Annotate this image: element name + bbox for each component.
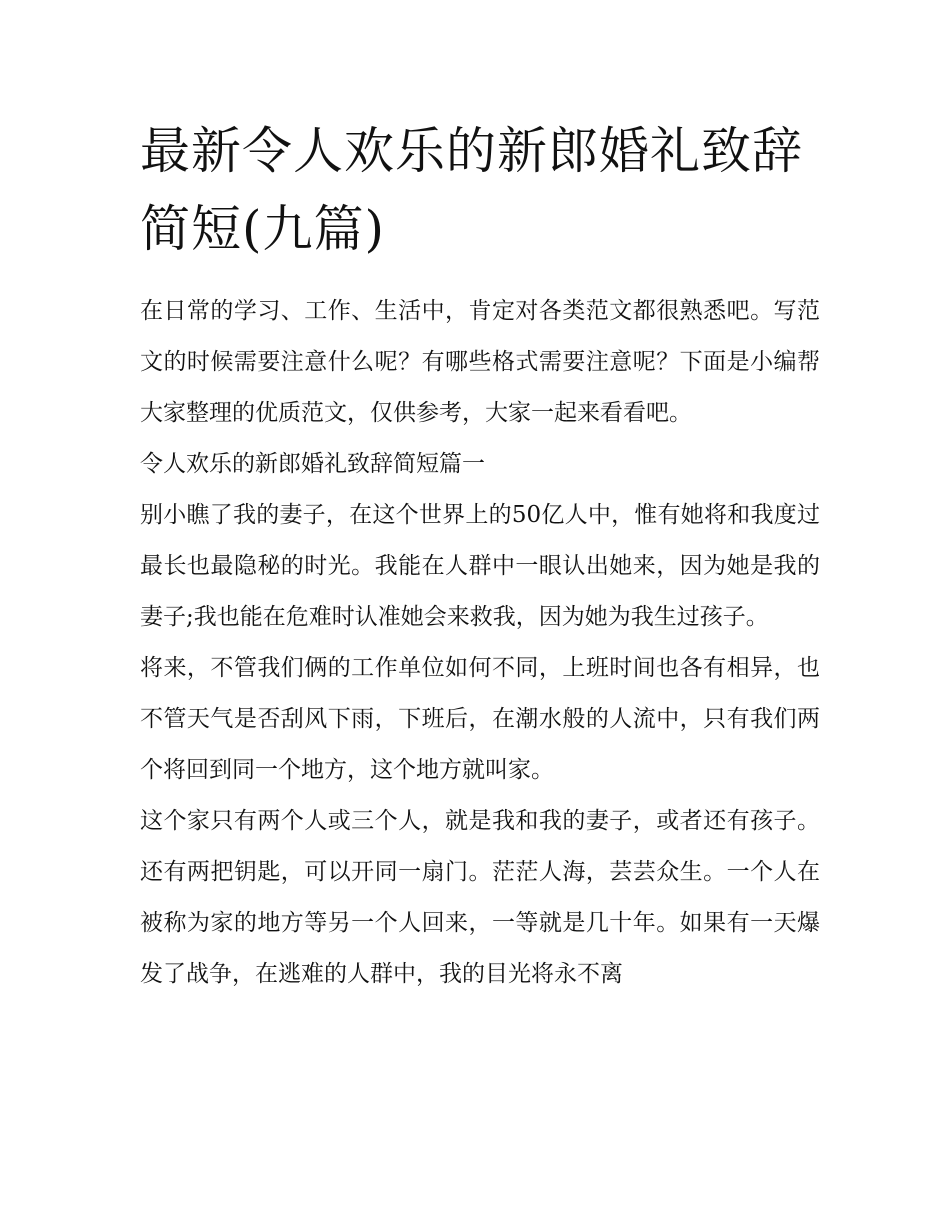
body-paragraph: 将来，不管我们俩的工作单位如何不同，上班时间也各有相异，也不管天气是否刮风下雨，下班后，在潮水般的人流中，只有我们两个将回到同一个地方，这个地方就叫家。 <box>140 655 820 783</box>
section-heading: 令人欢乐的新郎婚礼致辞简短篇一 <box>140 451 485 477</box>
body-paragraph: 别小瞧了我的妻子，在这个世界上的50亿人中，惟有她将和我度过最长也最隐秘的时光。我能在人群中一眼认出她来，因为她是我的妻子;我也能在危难时认准她会来救我，因为她为我生过孩子。 <box>140 502 820 630</box>
body-paragraph: 这个家只有两个人或三个人，就是我和我的妻子，或者还有孩子。还有两把钥匙，可以开同一扇门。茫茫人海，芸芸众生。一个人在被称为家的地方等另一个人回来，一等就是几十年。如果有一天爆发了战争，在逃难的人群中，我的目光将永不离 <box>140 808 820 987</box>
document-page <box>140 112 820 1000</box>
document-title: 最新令人欢乐的新郎婚礼致辞简短(九篇) <box>140 122 803 258</box>
intro-paragraph: 在日常的学习、工作、生活中，肯定对各类范文都很熟悉吧。写范文的时候需要注意什么呢？有哪些格式需要注意呢？下面是小编帮大家整理的优质范文，仅供参考，大家一起来看看吧。 <box>140 298 820 426</box>
